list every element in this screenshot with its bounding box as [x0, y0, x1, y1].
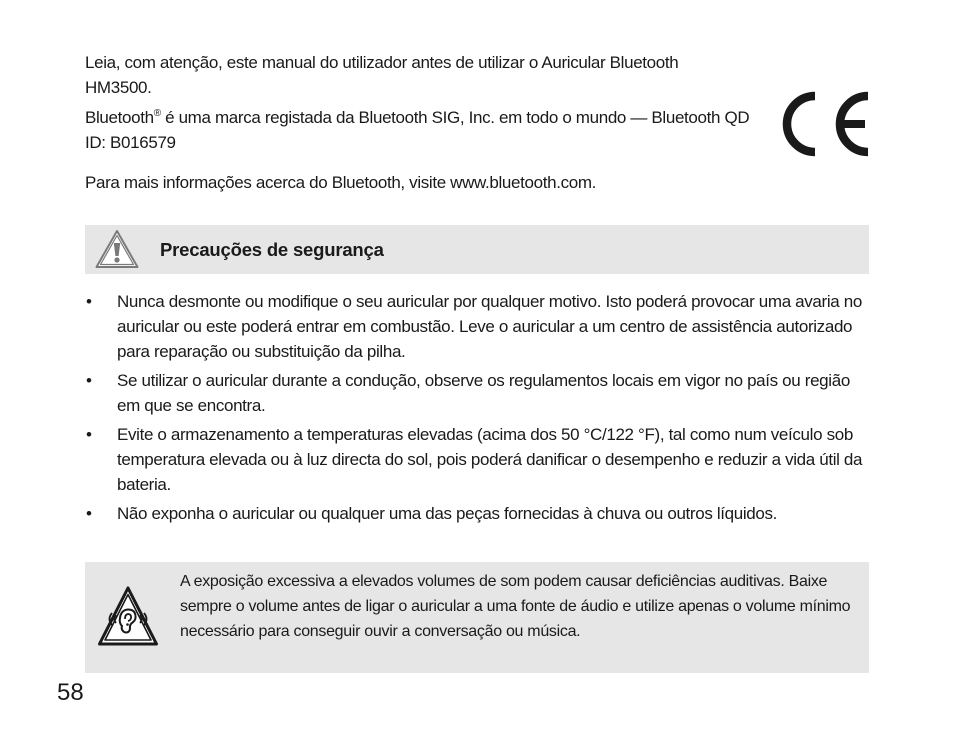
ce-mark-icon — [778, 88, 872, 160]
list-item — [85, 422, 875, 497]
list-item-text: Não exponha o auricular ou qualquer uma das peças fornecidas à chuva ou outros líquidos. — [117, 504, 778, 523]
trademark-statement: é uma marca registada da Bluetooth SIG, Inc. em todo o mundo — Bluetooth QD ID: B016579 — [85, 108, 750, 152]
intro-paragraph: Leia, com atenção, este manual do utilizador antes de utilizar o Auricular Bluetooth HM3500. — [85, 53, 679, 97]
hearing-notice-text: A exposição excessiva a elevados volumes de som podem causar deficiências auditivas. Baixe sempre o volume antes de ligar o auricular a uma fonte de áudio e utilize apenas o volume mínimo necessário para conseguir ouvir a conversação ou música. — [180, 573, 851, 640]
hearing-damage-icon — [97, 585, 159, 649]
list-item — [85, 368, 875, 418]
list-item — [85, 501, 875, 526]
page-number: 58 — [57, 679, 84, 706]
bullet-marker: • — [86, 425, 92, 444]
bullet-marker: • — [86, 504, 92, 523]
safety-list — [85, 289, 875, 530]
bullet-marker: • — [86, 371, 92, 390]
warning-triangle-icon — [94, 228, 140, 270]
list-item-text: Evite o armazenamento a temperaturas elevadas (acima dos 50 °C/122 °F), tal como num veículo sob temperatura elevada ou à luz directa do sol, pois poderá danificar o desempenho e reduzir a vida útil da bateria. — [117, 425, 863, 494]
trademark-brand: Bluetooth — [85, 108, 154, 127]
trademark-paragraph — [85, 105, 765, 155]
registered-mark: ® — [153, 108, 161, 119]
safety-heading: Precauções de segurança — [160, 239, 384, 260]
list-item-text: Nunca desmonte ou modifique o seu auricular por qualquer motivo. Isto poderá provocar uma avaria no auricular ou este poderá entrar em combustão. Leve o auricular a um centro de assistência autorizado para reparação ou substituição da pilha. — [117, 292, 862, 361]
bullet-marker: • — [86, 292, 92, 311]
bluetooth-info-paragraph: Para mais informações acerca do Bluetooth, visite www.bluetooth.com. — [85, 173, 597, 192]
list-item-text: Se utilizar o auricular durante a condução, observe os regulamentos locais em vigor no país ou região em que se encontra. — [117, 371, 850, 415]
list-item — [85, 289, 875, 364]
